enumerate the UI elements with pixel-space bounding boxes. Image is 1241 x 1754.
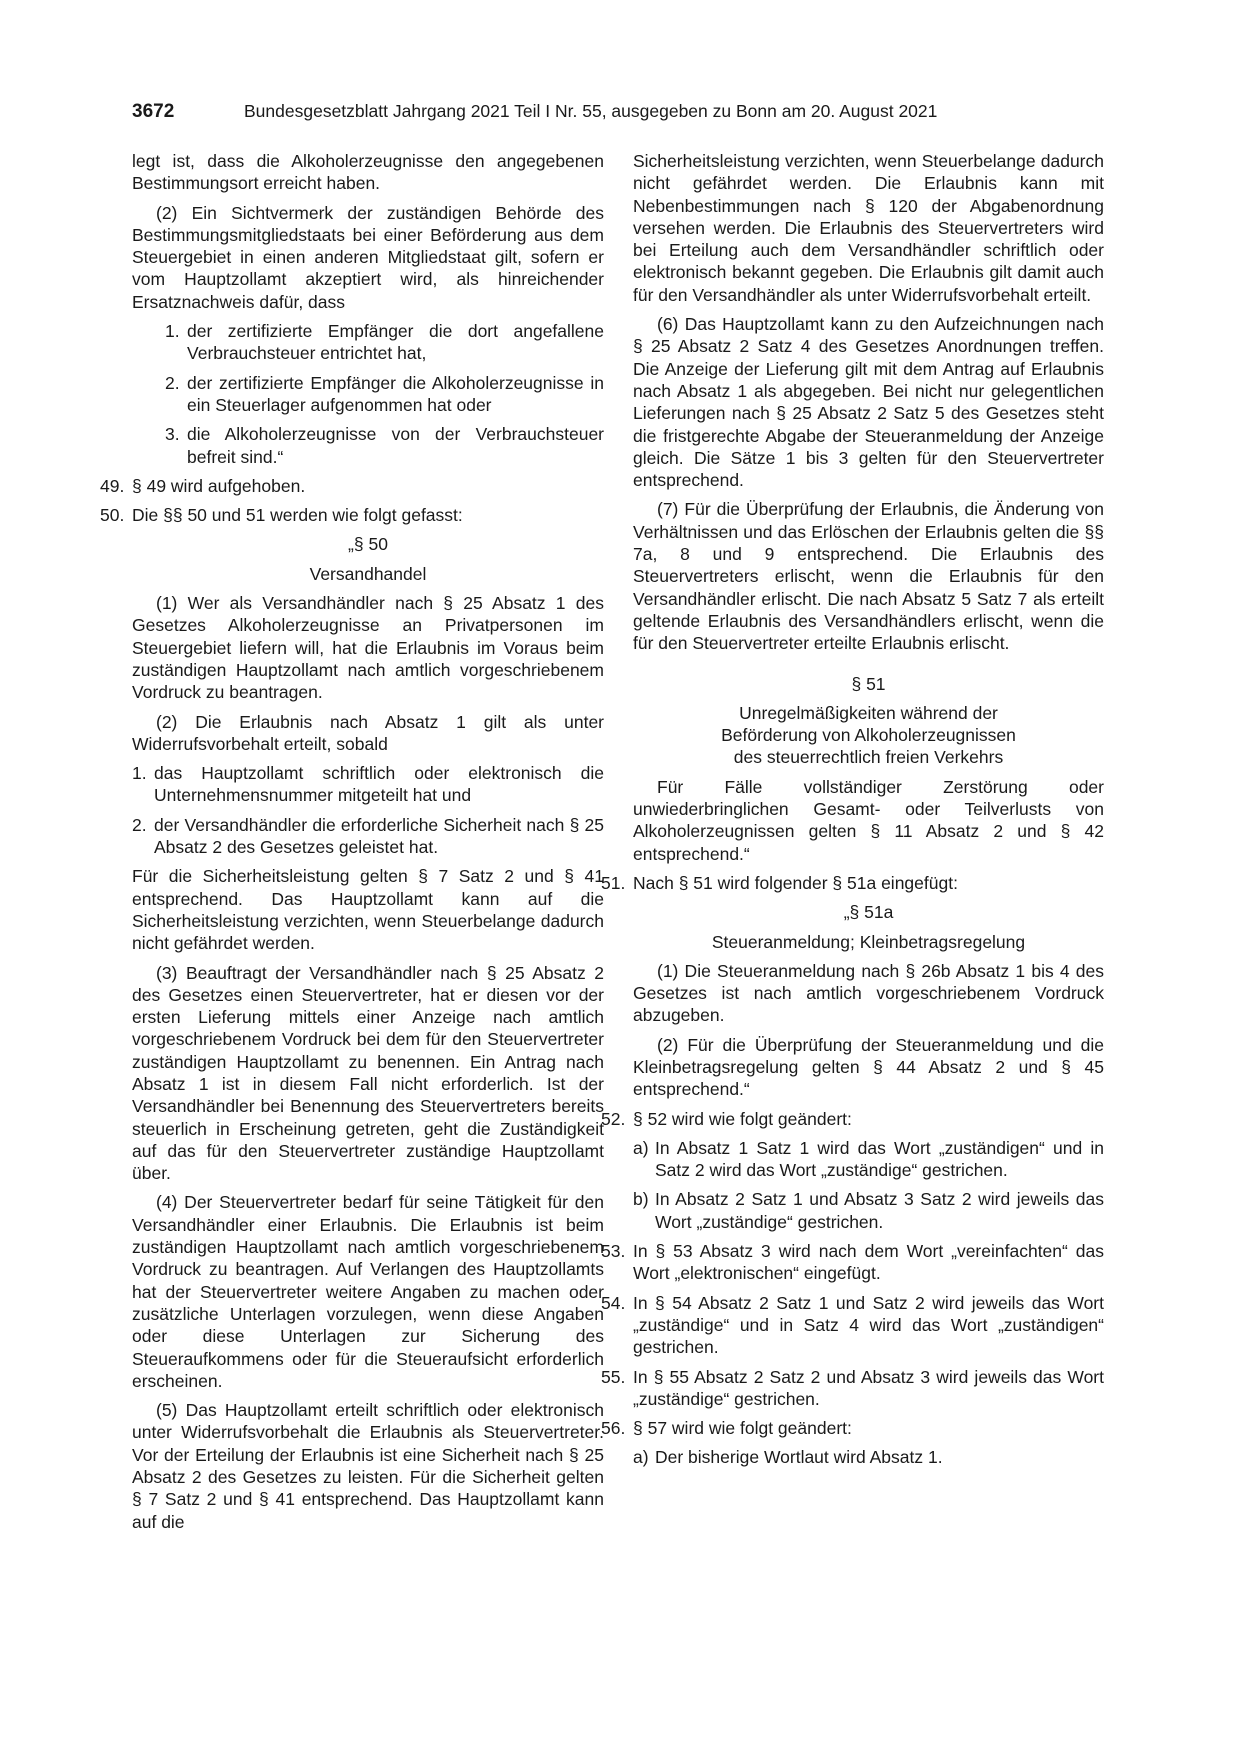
list-item bbox=[165, 372, 604, 417]
amendment-item bbox=[100, 475, 604, 497]
paragraph: (2) Die Erlaubnis nach Absatz 1 gilt als unter Widerrufsvorbehalt erteilt, sobald bbox=[132, 711, 604, 754]
amendment-item bbox=[601, 1366, 1104, 1411]
paragraph: Für Fälle vollständiger Zerstörung oder unwiederbringlichen Gesamt- oder Teilverlusts von Alkoholerzeugnissen gelten § 11 Absatz 2 und § 42 entsprechend.“ bbox=[633, 776, 1104, 864]
paragraph: (2) Ein Sichtvermerk der zuständigen Behörde des Bestimmungsmitgliedstaats bei einer Beförderung aus dem Steuergebiet in einen anderen Mitgliedstaat gilt, sofern er vom Hauptzollamt akzeptiert wird, als hinreichender Ersatznachweis dafür, dass bbox=[132, 202, 604, 312]
amendment-item bbox=[601, 1417, 1104, 1439]
list-number: 1. bbox=[132, 763, 147, 784]
sub-item bbox=[633, 1137, 1104, 1182]
header-title: Bundesgesetzblatt Jahrgang 2021 Teil I Nr. 55, ausgegeben zu Bonn am 20. August 2021 bbox=[244, 101, 938, 121]
list-text: der zertifizierte Empfänger die Alkoholerzeugnisse in ein Steuerlager aufgenommen hat oder bbox=[187, 372, 604, 415]
left-column bbox=[100, 150, 604, 1540]
item-text: Nach § 51 wird folgender § 51a eingefügt: bbox=[633, 872, 958, 893]
item-number: 49. bbox=[100, 475, 125, 496]
page-header bbox=[132, 101, 1112, 127]
amendment-item bbox=[601, 1108, 1104, 1130]
paragraph: (2) Für die Überprüfung der Steueranmeldung und die Kleinbetragsregelung gelten § 44 Absatz 2 und § 45 entsprechend.“ bbox=[633, 1034, 1104, 1100]
section-title: Steueranmeldung; Kleinbetragsregelung bbox=[711, 931, 1026, 952]
section-title-line: des steuerrechtlich freien Verkehrs bbox=[733, 747, 1004, 768]
paragraph: (7) Für die Überprüfung der Erlaubnis, die Änderung von Verhältnissen und das Erlöschen der Erlaubnis gelten die §§ 7a, 8 und 9 entsprechend. Die Erlaubnis des Steuervertreters erlischt, wenn die Erlaubnis für den Versandhändler erlischt. Die nach Absatz 5 Satz 7 als erteilt geltende Erlaubnis des Versandhändlers erlischt, wenn die für den Steuervertreter erteilte Erlaubnis erlischt. bbox=[633, 499, 1104, 654]
paragraph: (4) Der Steuervertreter bedarf für seine Tätigkeit für den Versandhändler einer Erlaubnis. Die Erlaubnis ist beim zuständigen Hauptzollamt nach amtlich vorgeschriebenem Vordruck zu beantragen. Auf Verlangen des Hauptzollamts hat der Steuervertreter weitere Angaben zu machen oder zusätzliche Unterlagen vorzulegen, wenn diese Angaben oder diese Unterlagen zur Sicherung des Steueraufkommens oder für die Steueraufsicht erforderlich erscheinen. bbox=[132, 1192, 604, 1391]
list-item bbox=[132, 762, 604, 807]
paragraph: Für die Sicherheitsleistung gelten § 7 Satz 2 und § 41 entsprechend. Das Hauptzollamt kann auf die Sicherheitsleistung verzichten, wenn Steuerbelange dadurch nicht gefährdet werden. bbox=[132, 866, 604, 954]
item-text: Die §§ 50 und 51 werden wie folgt gefasst: bbox=[132, 505, 463, 526]
item-text: In § 53 Absatz 3 wird nach dem Wort „vereinfachten“ das Wort „elektronischen“ eingefügt. bbox=[633, 1241, 1104, 1284]
right-column bbox=[601, 150, 1104, 1476]
item-number: 56. bbox=[601, 1418, 626, 1439]
sub-item-letter: a) bbox=[633, 1447, 649, 1468]
item-number: 51. bbox=[601, 872, 626, 893]
item-text: In § 55 Absatz 2 Satz 2 und Absatz 3 wird jeweils das Wort „zuständige“ gestrichen. bbox=[633, 1366, 1104, 1409]
section-title-line: Beförderung von Alkoholerzeugnissen bbox=[721, 725, 1016, 746]
list-text: das Hauptzollamt schriftlich oder elektronisch die Unternehmensnummer mitgeteilt hat und bbox=[154, 763, 604, 806]
amendment-item bbox=[100, 504, 604, 526]
list-number: 1. bbox=[165, 321, 180, 342]
item-text: In § 54 Absatz 2 Satz 1 und Satz 2 wird jeweils das Wort „zuständige“ und in Satz 4 wird das Wort „zuständigen“ gestrichen. bbox=[633, 1292, 1104, 1358]
item-text: § 52 wird wie folgt geändert: bbox=[633, 1108, 852, 1129]
item-number: 55. bbox=[601, 1366, 626, 1387]
sub-item-text: In Absatz 2 Satz 1 und Absatz 3 Satz 2 wird jeweils das Wort „zuständige“ gestrichen. bbox=[655, 1189, 1104, 1232]
section-title: Versandhandel bbox=[309, 563, 427, 584]
list-item bbox=[165, 423, 604, 468]
amendment-item bbox=[601, 872, 1104, 894]
section-heading: „§ 51a bbox=[843, 902, 894, 923]
list-text: der zertifizierte Empfänger die dort angefallene Verbrauchsteuer entrichtet hat, bbox=[187, 321, 604, 364]
paragraph: (6) Das Hauptzollamt kann zu den Aufzeichnungen nach § 25 Absatz 2 Satz 4 des Gesetzes Anordnungen treffen. Die Anzeige der Lieferung gilt mit dem Antrag auf Erlaubnis nach Absatz 1 als abgegeben. Bei nicht nur gelegentlichen Lieferungen nach § 25 Absatz 2 Satz 5 des Gesetzes steht die fristgerechte Abgabe der Steueranmeldung der Anzeige gleich. Die Sätze 1 bis 3 gelten für den Steuervertreter entsprechend. bbox=[633, 314, 1104, 491]
section-title bbox=[633, 702, 1104, 769]
item-number: 54. bbox=[601, 1292, 626, 1313]
list-item bbox=[165, 320, 604, 365]
item-text: § 49 wird aufgehoben. bbox=[132, 475, 306, 496]
item-text: § 57 wird wie folgt geändert: bbox=[633, 1418, 852, 1439]
item-number: 50. bbox=[100, 505, 125, 526]
sub-item-text: In Absatz 1 Satz 1 wird das Wort „zuständigen“ und in Satz 2 wird das Wort „zuständige“ gestrichen. bbox=[655, 1137, 1104, 1181]
section-title-line: Unregelmäßigkeiten während der bbox=[739, 702, 998, 723]
amendment-item bbox=[601, 1240, 1104, 1285]
paragraph: legt ist, dass die Alkoholerzeugnisse den angegebenen Bestimmungsort erreicht haben. bbox=[132, 151, 604, 194]
paragraph: (3) Beauftragt der Versandhändler nach § 25 Absatz 2 des Gesetzes einen Steuervertreter, hat er diesen vor der ersten Lieferung mittels einer Anzeige nach amtlich vorgeschriebenem Vordruck bei dem für den Steuervertreter zuständigen Hauptzollamt zu benennen. Ein Antrag nach Absatz 1 ist in diesem Fall nicht erforderlich. Ist der Versandhändler bei Benennung des Steuervertreters bereits steuerlich in Erscheinung getreten, geht die Zuständigkeit auf das für den Steuervertreter zuständige Hauptzollamt über. bbox=[132, 962, 604, 1184]
paragraph: Sicherheitsleistung verzichten, wenn Steuerbelange dadurch nicht gefährdet werden. Die Erlaubnis kann mit Nebenbestimmungen nach § 120 der Abgabenordnung versehen werden. Die Erlaubnis des Steuervertreters wird bei Erteilung auch dem Versandhändler schriftlich oder elektronisch bekannt gegeben. Die Erlaubnis gilt damit auch für den Versandhändler als unter Widerrufsvorbehalt erteilt. bbox=[633, 151, 1104, 305]
list-text: der Versandhändler die erforderliche Sicherheit nach § 25 Absatz 2 des Gesetzes geleistet hat. bbox=[154, 814, 604, 858]
paragraph: (1) Wer als Versandhändler nach § 25 Absatz 1 des Gesetzes Alkoholerzeugnisse an Privatpersonen im Steuergebiet liefern will, hat die Erlaubnis im Voraus beim zuständigen Hauptzollamt nach amtlich vorgeschriebenem Vordruck zu beantragen. bbox=[132, 593, 604, 703]
paragraph: (1) Die Steueranmeldung nach § 26b Absatz 1 bis 4 des Gesetzes ist nach amtlich vorgeschriebenem Vordruck abzugeben. bbox=[633, 960, 1104, 1026]
page-number: 3672 bbox=[132, 101, 175, 122]
amendment-item bbox=[601, 1292, 1104, 1359]
list-item bbox=[132, 814, 604, 859]
sub-item-letter: a) bbox=[633, 1137, 649, 1158]
list-number: 2. bbox=[165, 372, 180, 393]
list-text: die Alkoholerzeugnisse von der Verbrauchsteuer befreit sind.“ bbox=[187, 424, 604, 467]
section-heading: § 51 bbox=[851, 673, 886, 694]
section-heading: „§ 50 bbox=[348, 534, 388, 555]
item-number: 52. bbox=[601, 1108, 626, 1129]
list-number: 2. bbox=[132, 814, 147, 835]
item-number: 53. bbox=[601, 1241, 626, 1262]
sub-item bbox=[633, 1188, 1104, 1233]
sub-item-text: Der bisherige Wortlaut wird Absatz 1. bbox=[655, 1447, 943, 1468]
paragraph: (5) Das Hauptzollamt erteilt schriftlich oder elektronisch unter Widerrufsvorbehalt die Erlaubnis als Steuervertreter. Vor der Erteilung der Erlaubnis ist eine Sicherheit nach § 25 Absatz 2 des Gesetzes zu leisten. Für die Sicherheit gelten § 7 Satz 2 und § 41 entsprechend. Das Hauptzollamt kann auf die bbox=[132, 1400, 604, 1532]
sub-item bbox=[633, 1446, 1104, 1468]
list-number: 3. bbox=[165, 424, 180, 445]
sub-item-letter: b) bbox=[633, 1189, 649, 1210]
